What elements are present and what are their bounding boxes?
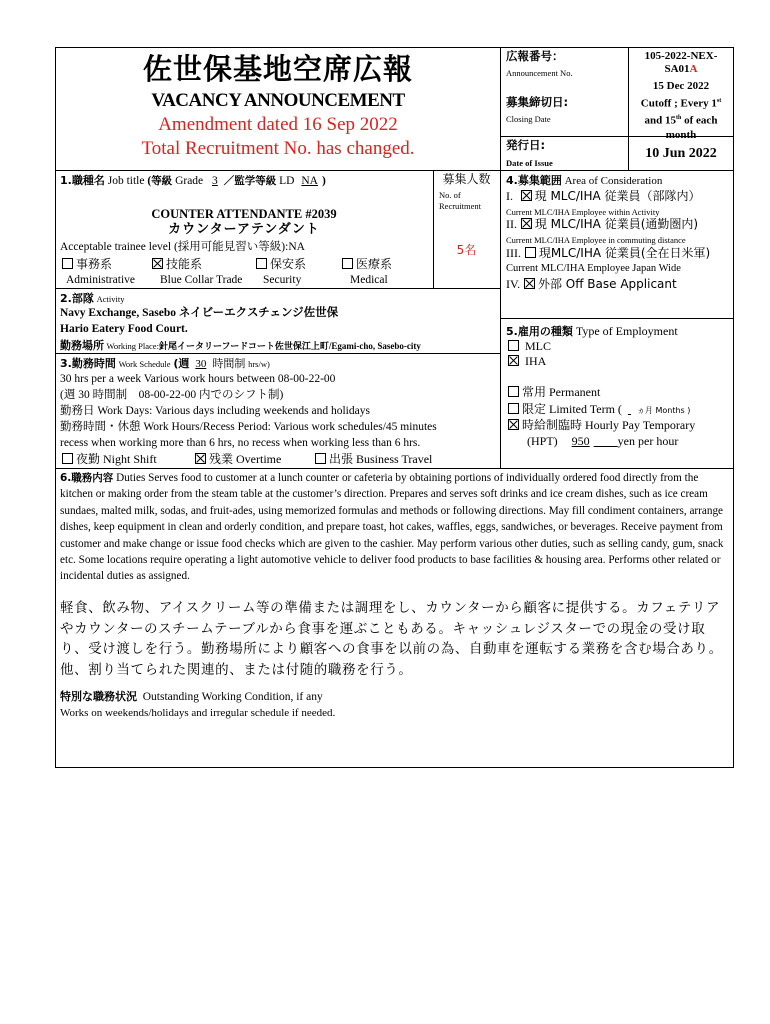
duties-text-jp: 軽食、飲み物、アイスクリーム等の準備または調理をし、カウンターから顧客に提供する。カフェテリアやカウンターのスチームテーブルから食事を運ぶこともある。キャッシュレジスターでの現金の受け取り、受け渡しを行う。勤務場所により顧客への食事を以前の為、自動車を運転する業務を含む場合あり。他、割り当てられた関連的、または付随的職務を行う。 <box>60 600 723 678</box>
area-item-4: IV. 外部 Off Base Applicant <box>506 277 677 291</box>
category-blue-collar: 技能系 <box>152 258 202 271</box>
area-item-2-en: Current MLC/IHA Employee in commuting distance <box>506 235 686 245</box>
working-place: 勤務場所 Working Place:針尾イータリーフードコート佐世保江上町/Egami-cho, Sasebo-city <box>60 339 421 352</box>
category-security-en: Security <box>263 274 302 286</box>
option-business-travel: 出張 Business Travel <box>315 453 432 466</box>
schedule-line2: (週 30 時間制 08-00-22-00 内でのシフト制) <box>60 389 284 401</box>
recruitment-label-en1: No. of <box>439 190 461 200</box>
checkbox-checked[interactable] <box>195 453 206 464</box>
schedule-line4: 勤務時間・休憩 Work Hours/Recess Period: Various work schedules/45 minutes <box>60 421 437 433</box>
hourly-rate: (HPT) 950 yen per hour <box>527 434 679 448</box>
category-medical: 医療系 <box>342 258 392 271</box>
hourly-rate-value: 950 <box>571 434 590 448</box>
category-admin-en: Administrative <box>66 274 135 286</box>
option-overtime: 残業 Overtime <box>195 453 281 466</box>
row-divider-1 <box>55 288 501 289</box>
term-permanent: 常用 Permanent <box>508 386 600 399</box>
checkbox[interactable] <box>315 453 326 464</box>
outstanding-text: Works on weekends/holidays and irregular schedule if needed. <box>60 707 336 719</box>
term-limited: 限定 Limited Term ( ヵ月 Months ) <box>508 403 690 417</box>
employment-mlc: MLC <box>508 340 551 353</box>
closing-label: 募集締切日: <box>506 95 569 109</box>
checkbox[interactable] <box>508 386 519 397</box>
checkbox[interactable] <box>62 258 73 269</box>
ld-value: NA <box>301 175 318 187</box>
schedule-line3: 勤務日 Work Days: Various days including weekends and holidays <box>60 405 370 417</box>
duties-text: 6.職務内容 Duties Serves food to customer at a lunch counter or cafeteria by obtaining portions of individually ordered food directly from the kitchen or making order from the steam table at the customer’s direction. Prepares and serves soft drinks and ice cream dishes, such as ice cream sundaes, malted milk, sodas, and fruit-ades, using memorized formulas and methods or following directions. May fill condiment containers, arrange dishes, keep equipment in clean and orderly condition, and prepare toast, hot cakes, waffles, eggs, sandwiches, or beverages. Receive payment from customer and make change or issue food checks which are given to the cashier. May perform various other duties, such as selling candy, gum, snack etc. Some locations require operating a light automotive vehicle to deliver food products to base facilities & housing area. Performs other related or incidental duties as assigned. <box>60 472 724 583</box>
row-divider-2 <box>500 318 734 319</box>
area-item-1-en: Current MLC/IHA Employee within Activity <box>506 207 660 217</box>
section3-header: 3.勤務時間 Work Schedule (週 30 時間制 hrs/w) <box>60 357 270 370</box>
closing-label-en: Closing Date <box>506 114 551 124</box>
section5-header: 5.雇用の種類 Type of Employment <box>506 324 678 338</box>
jp-title: 佐世保基地空席広報 <box>142 52 413 86</box>
col-divider-2 <box>500 170 501 469</box>
amendment-text: Amendment dated 16 Sep 2022 <box>158 114 398 135</box>
checkbox-checked[interactable] <box>524 278 535 289</box>
term-hourly: 時給制臨時 Hourly Pay Temporary <box>508 419 695 432</box>
row-divider-3 <box>55 353 501 354</box>
checkbox-checked[interactable] <box>152 258 163 269</box>
area-item-1: I. 現 MLC/IHA 従業員（部隊内） <box>506 189 701 203</box>
area-item-3-en: Current MLC/IHA Employee Japan Wide <box>506 263 681 274</box>
category-blue-collar-en: Blue Collar Trade <box>160 274 243 286</box>
announcement-number: 105-2022-NEX- SA01A <box>644 50 718 75</box>
schedule-line5: recess when working more than 6 hrs, no recess when working less than 6 hrs. <box>60 437 421 449</box>
category-medical-en: Medical <box>350 274 388 286</box>
section1-header: 1.職種名 Job title (等級 Grade 3 ／監学等級 LD NA ) <box>60 174 326 187</box>
recruitment-label: 募集人数 <box>442 172 491 186</box>
issue-label-en: Date of Issue <box>506 158 553 168</box>
category-security: 保安系 <box>256 258 306 271</box>
activity-name: Navy Exchange, Sasebo ネイビーエクスチェンジ佐世保 <box>60 307 339 319</box>
checkbox[interactable] <box>256 258 267 269</box>
activity-facility: Hario Eatery Food Court. <box>60 323 188 335</box>
closing-date: 15 Dec 2022 Cutoff ; Every 1st and 15th of each month <box>640 80 722 141</box>
category-admin: 事務系 <box>62 258 112 271</box>
area-item-3: III. 現MLC/IHA 従業員(全在日米軍) <box>506 246 711 260</box>
checkbox[interactable] <box>342 258 353 269</box>
checkbox[interactable] <box>508 403 519 414</box>
position-title-jp: カウンターアテンダント <box>168 222 320 237</box>
area-item-2: II. 現 MLC/IHA 従業員(通勤圏内) <box>506 217 699 231</box>
checkbox-checked[interactable] <box>508 419 519 430</box>
checkbox[interactable] <box>62 453 73 464</box>
checkbox[interactable] <box>508 340 519 351</box>
issue-label: 発行日: <box>506 138 546 152</box>
col-divider-1 <box>433 170 434 288</box>
schedule-line1: 30 hrs per a week Various work hours between 08-00-22-00 <box>60 373 336 385</box>
recruitment-change-text: Total Recruitment No. has changed. <box>141 138 415 159</box>
weekly-hours: 30 <box>195 358 207 370</box>
issue-date: 10 Jun 2022 <box>645 146 717 161</box>
checkbox-checked[interactable] <box>521 190 532 201</box>
option-night-shift: 夜勤 Night Shift <box>62 453 157 466</box>
announcement-label: 広報番号： <box>506 49 564 63</box>
section4-header: 4.募集範囲 Area of Consideration <box>506 174 663 187</box>
checkbox[interactable] <box>525 247 536 258</box>
checkbox-checked[interactable] <box>521 218 532 229</box>
employment-iha: IHA <box>508 355 546 368</box>
outstanding-header: 特別な職務状況 Outstanding Working Condition, if any <box>60 690 323 703</box>
position-title-en: COUNTER ATTENDANTE #2039 <box>151 207 337 221</box>
grade-value: 3 <box>212 175 218 187</box>
recruitment-count: 5名 <box>456 243 477 257</box>
section2-header: 2.部隊 Activity <box>60 292 125 305</box>
announcement-label-en: Announcement No. <box>506 68 573 78</box>
checkbox-checked[interactable] <box>508 355 519 366</box>
row-divider-4 <box>55 468 734 469</box>
recruitment-label-en2: Recruitment <box>439 201 482 211</box>
en-title: VACANCY ANNOUNCEMENT <box>151 90 405 111</box>
trainee-level: Acceptable trainee level (採用可能見習い等級):NA <box>60 241 305 253</box>
